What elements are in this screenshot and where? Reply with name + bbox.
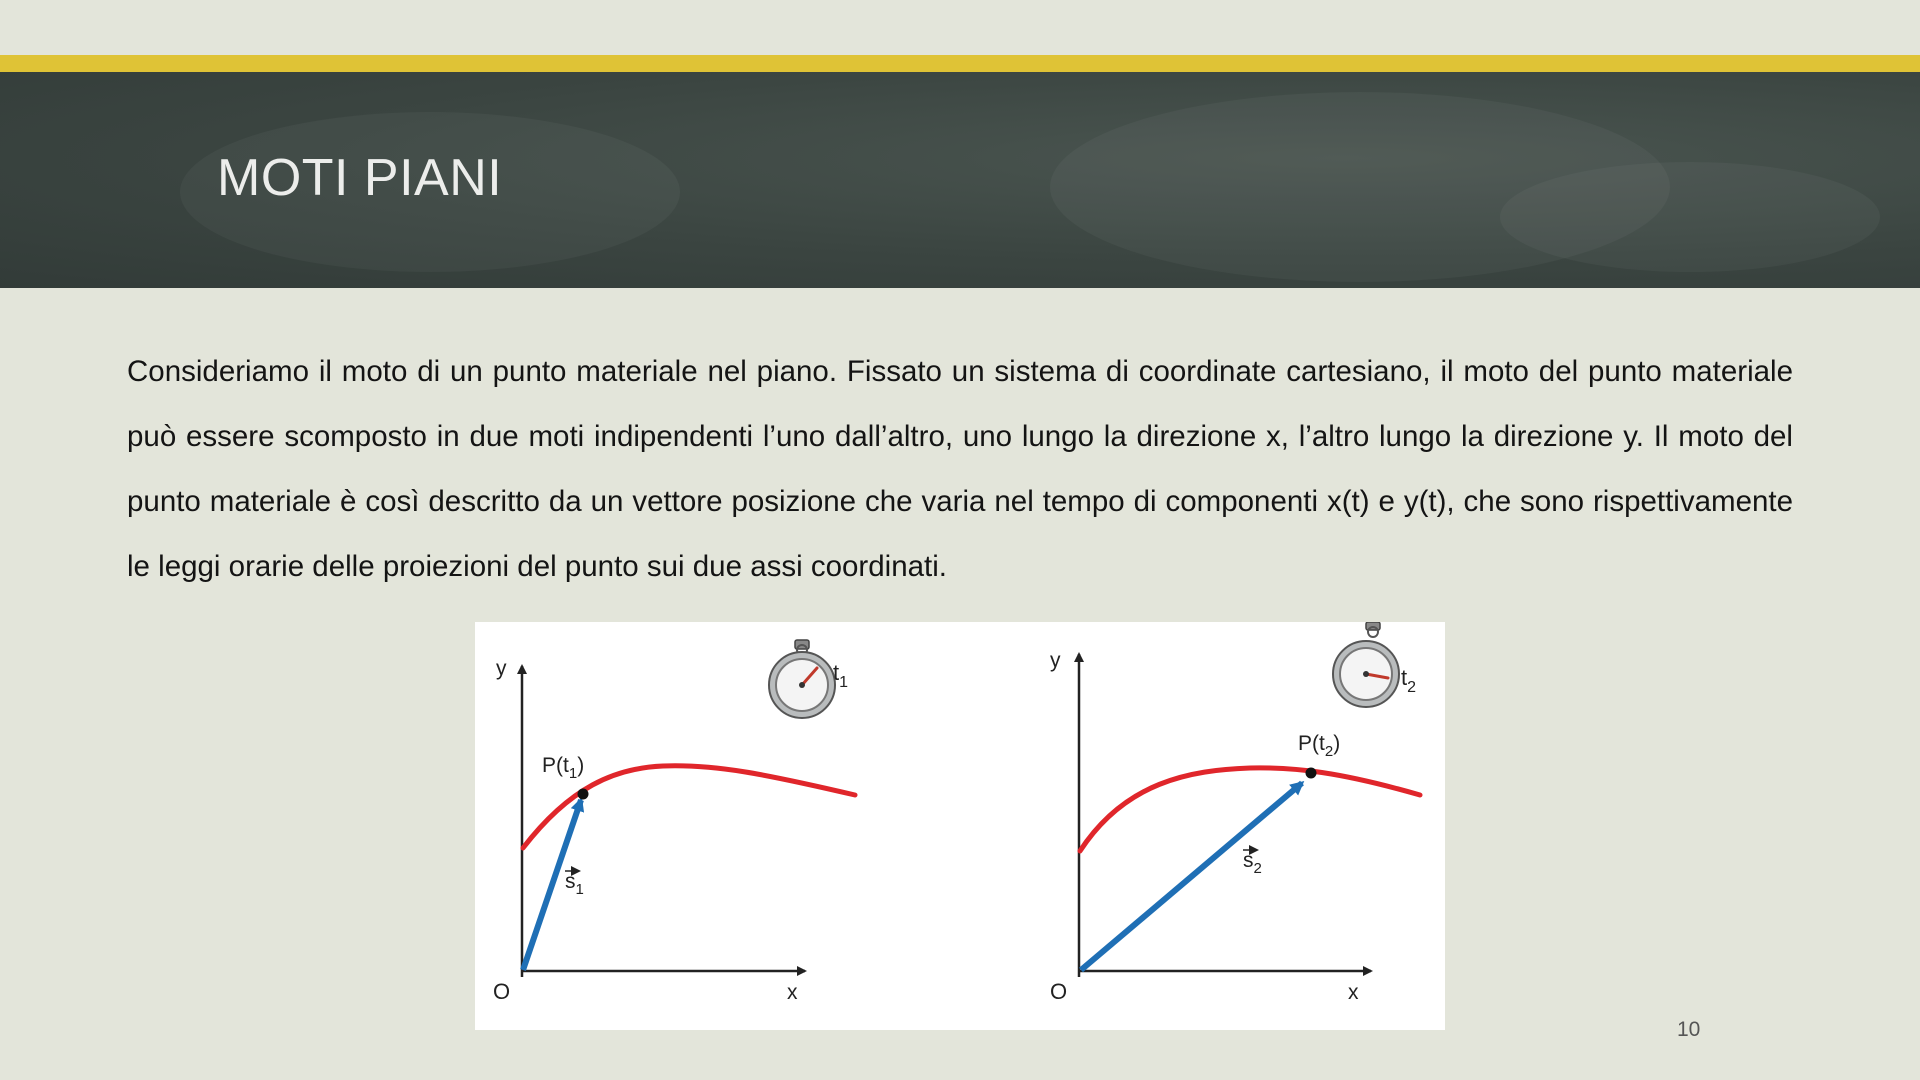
right-trajectory (1080, 768, 1420, 851)
stopwatch-icon (769, 640, 835, 718)
slide-title: MOTI PIANI (217, 149, 503, 207)
right-y-label: y (1050, 649, 1061, 672)
left-point (578, 789, 589, 800)
title-band (0, 72, 1920, 288)
right-point (1306, 768, 1317, 779)
right-vector-label: $s_2$ (1243, 849, 1262, 877)
body-paragraph: Consideriamo il moto di un punto materiale nel piano. Fissato un sistema di coordinate cartesiano, il moto del punto materiale può essere scomposto in due moti indipendenti l’uno dall’altro, uno lungo la direzione x, l’altro lungo la direzione y. Il moto del punto materiale è così descritto da un vettore posizione che varia nel tempo di componenti x(t) e y(t), che sono rispettivamente le leggi orarie delle proiezioni del punto sui due assi coordinati. (127, 355, 1793, 583)
chalk-smudge (1500, 162, 1880, 272)
left-origin-label: O (493, 979, 511, 1004)
motion-diagrams (475, 622, 1445, 1030)
right-diagram (1050, 622, 1420, 1004)
title-accent-bar (0, 55, 1920, 72)
left-x-label: x (787, 981, 798, 1004)
page-number: 10 (1677, 1018, 1701, 1041)
left-point-label: $P(t_1)$ (542, 754, 585, 782)
right-x-label: x (1348, 981, 1359, 1004)
left-diagram (493, 640, 855, 1004)
right-time-label: $t_2$ (1401, 665, 1417, 696)
stopwatch-icon (1333, 622, 1399, 707)
left-time-label: $t_1$ (833, 660, 849, 691)
left-vector-label: $s_1$ (565, 870, 584, 898)
left-y-label: y (496, 657, 507, 680)
right-origin-label: O (1050, 979, 1068, 1004)
motion-figure (475, 622, 1445, 1030)
right-point-label: $P(t_2)$ (1298, 732, 1341, 760)
